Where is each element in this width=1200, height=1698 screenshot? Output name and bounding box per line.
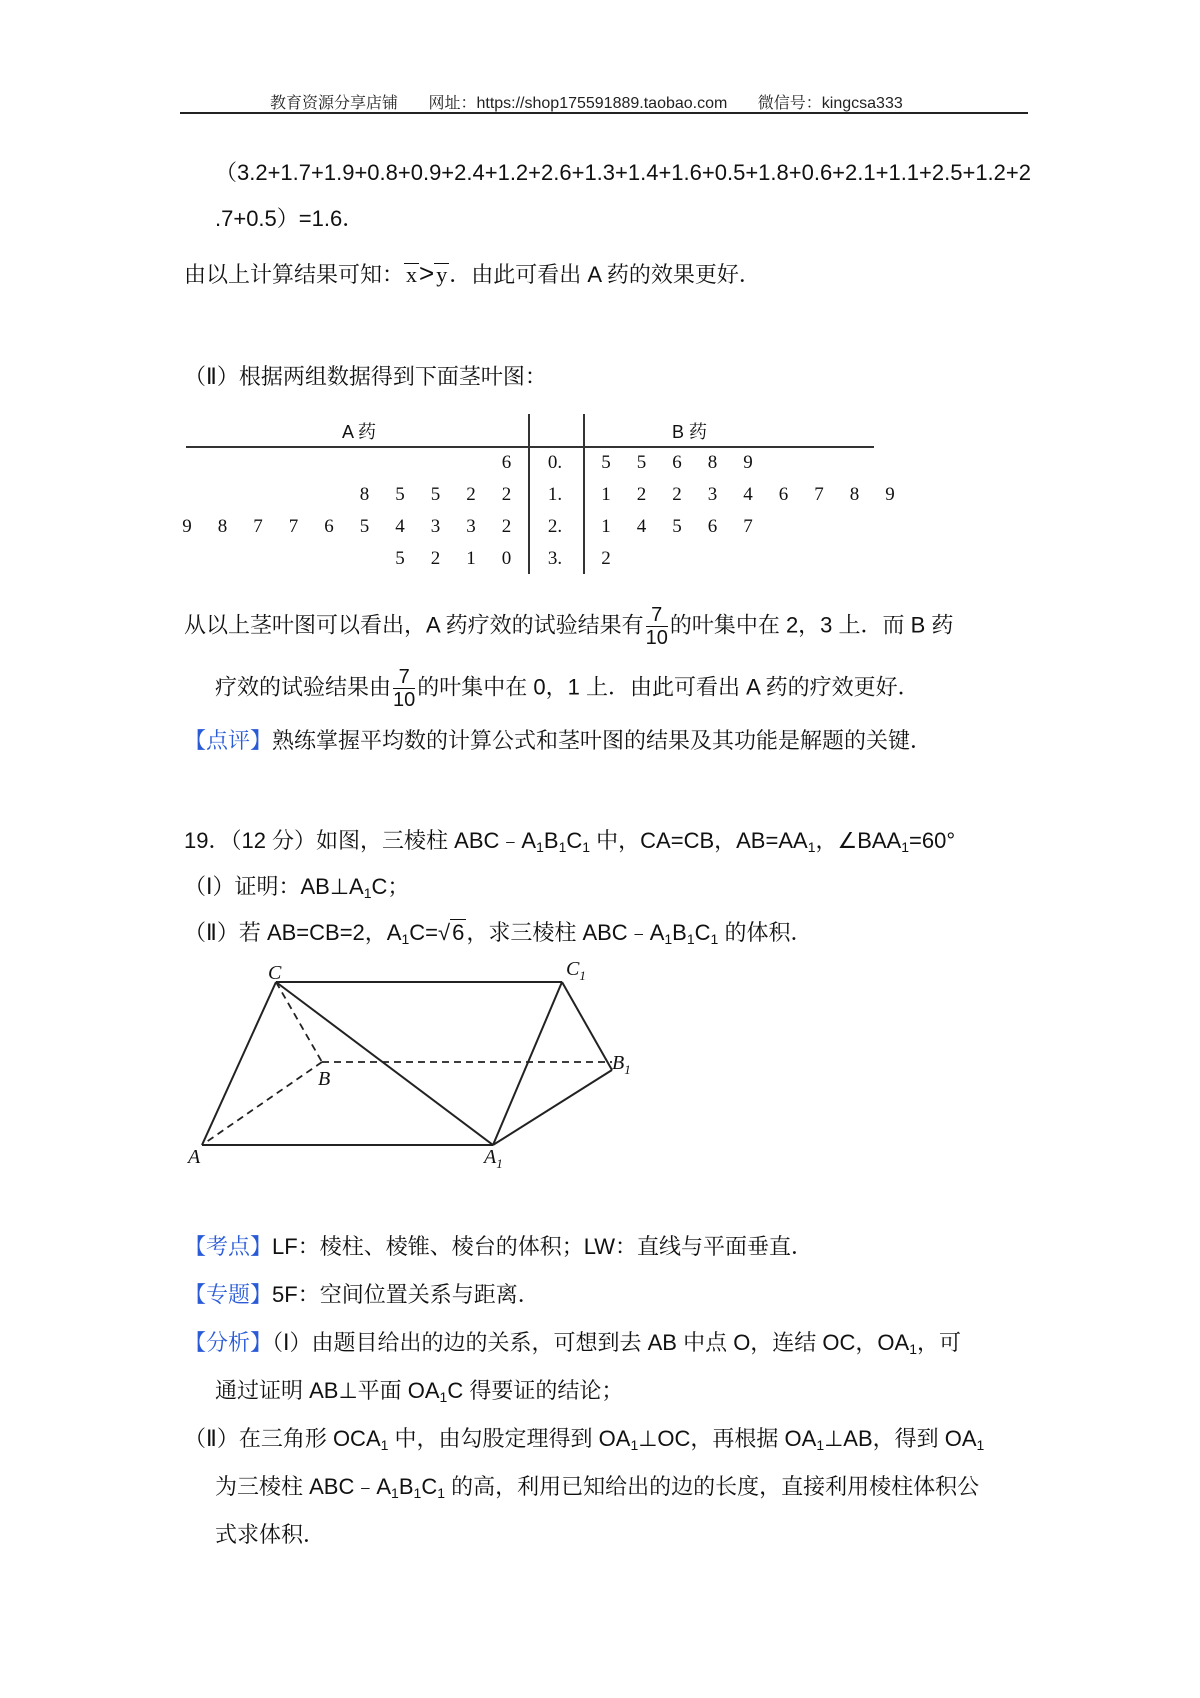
sub: 1 [624, 1062, 631, 1077]
q19-head-d: 中，CA=CB，AB=AA [590, 828, 808, 853]
q19-p1b: C； [371, 874, 410, 899]
fenxi-line-3 [184, 1424, 984, 1460]
q19-p2d: B [672, 920, 687, 945]
leaf-a: 5 [430, 484, 441, 505]
frac-num: 7 [646, 604, 668, 627]
sub: 1 [380, 1437, 389, 1453]
part2-intro: （Ⅱ）根据两组数据得到下面茎叶图： [184, 364, 547, 389]
sub: 1 [496, 1156, 503, 1171]
label-A1-letter: A [484, 1146, 497, 1168]
leaf-b: 5 [601, 452, 611, 473]
label-B1 [612, 1052, 631, 1078]
q19-head-e: ，∠BAA [815, 828, 902, 853]
y-bar: y [436, 262, 448, 287]
zhuanti-text: 5F：空间位置关系与距离． [272, 1282, 540, 1307]
sub: 1 [816, 1437, 825, 1453]
q19-p2a: （Ⅱ）若 AB=CB=2，A [184, 920, 402, 945]
edge-C-A1 [276, 982, 493, 1145]
stem-leaf-left-title: A 药 [342, 422, 377, 442]
sub: 1 [582, 839, 591, 855]
fenxi-l4a: 为三棱柱 ABC﹣A [215, 1474, 392, 1499]
conclusion-suffix: ．由此可看出 A 药的效果更好． [449, 262, 761, 287]
leaf-a: 4 [395, 516, 405, 537]
fenxi-l4b: B [398, 1474, 414, 1499]
leaf-a: 5 [395, 484, 405, 505]
q19-head-b: B [543, 828, 559, 853]
leaf-b: 3 [707, 484, 718, 505]
stem-text-p1a: 从以上茎叶图可以看出，A 药疗效的试验结果有 [184, 612, 644, 638]
leaf-b: 5 [636, 452, 647, 473]
sub: 1 [807, 839, 816, 855]
leaf-a: 3 [430, 516, 441, 537]
leaf-b: 9 [885, 484, 895, 505]
stem-text-p2b: 的叶集中在 0，1 上．由此可看出 A 药的疗效更好． [417, 674, 920, 700]
stem: 0. [547, 452, 563, 473]
fenxi-line-4 [215, 1472, 979, 1508]
leaf-a: 8 [359, 484, 370, 505]
leaf-a: 3 [466, 516, 476, 537]
label-A1 [484, 1146, 503, 1172]
q19-head-f: =60° [909, 828, 956, 853]
sub: 1 [579, 968, 586, 983]
fenxi-l1a: （Ⅰ）由题目给出的边的关系，可想到去 AB 中点 O，连结 OC，OA [272, 1330, 910, 1355]
fenxi-l3c: ⊥OC，再根据 OA [638, 1426, 817, 1451]
leaf-a: 0 [501, 548, 512, 569]
leaf-a: 9 [182, 516, 192, 537]
leaf-b: 9 [743, 452, 753, 473]
sqrt-symbol: √ [438, 920, 451, 945]
leaf-b: 7 [743, 516, 753, 537]
calc-line-1: （3.2+1.7+1.9+0.8+0.9+2.4+1.2+2.6+1.3+1.4+1.6+0.5+1.8+0.6+2.1+1.1+2.5+1.2+2 [215, 160, 1031, 185]
fenxi-l1b: ，可 [917, 1330, 962, 1355]
leaf-a: 2 [501, 516, 512, 537]
label-B: B [318, 1068, 331, 1090]
q19-p2b: C= [409, 920, 439, 945]
fenxi-l4c: C [421, 1474, 438, 1499]
review-text: 熟练掌握平均数的计算公式和茎叶图的结果及其功能是解题的关键． [272, 728, 933, 753]
leaf-b: 2 [636, 484, 647, 505]
leaf-b: 2 [601, 548, 611, 569]
sub: 1 [391, 1485, 399, 1501]
leaf-a: 1 [466, 548, 476, 569]
fenxi-line-1 [184, 1328, 961, 1364]
label-C1-letter: C [566, 958, 580, 980]
zhuanti-line [184, 1280, 540, 1310]
leaf-a: 6 [501, 452, 512, 473]
leaf-a: 2 [466, 484, 476, 505]
label-C: C [268, 962, 282, 984]
fenxi-l2: 通过证明 AB⊥平面 OA [215, 1378, 440, 1403]
stem-text-p2a: 疗效的试验结果由 [215, 674, 392, 700]
gt-sign: > [419, 258, 435, 288]
q19-p2f: 的体积． [718, 920, 813, 945]
sub: 1 [909, 1341, 917, 1357]
header-url: 网址：https://shop175591889.taobao.com [428, 95, 728, 112]
kaodian-tag: 【考点】 [184, 1234, 273, 1259]
kaodian-line [184, 1232, 813, 1262]
sub: 1 [536, 839, 544, 855]
sub: 1 [437, 1485, 445, 1501]
label-B1-letter: B [612, 1052, 625, 1074]
edge-B1-A1 [493, 1070, 612, 1145]
leaf-b: 1 [601, 484, 611, 505]
sub: 1 [710, 931, 719, 947]
fenxi-l4d: 的高，利用已知给出的边的长度，直接利用棱柱体积公 [445, 1474, 980, 1499]
conclusion-prefix: 由以上计算结果可知： [184, 262, 405, 287]
leaf-b: 2 [672, 484, 682, 505]
q19-p2e: C [694, 920, 711, 945]
fenxi-l3d: ⊥AB，得到 OA [824, 1426, 977, 1451]
edge-C1-B1 [562, 982, 612, 1070]
edge-C1-A1 [493, 982, 562, 1145]
x-bar: x [406, 262, 418, 287]
sub: 1 [901, 839, 910, 855]
edge-C-A [202, 982, 276, 1145]
leaf-b: 5 [672, 516, 682, 537]
leaf-b: 6 [672, 452, 682, 473]
q19-head-a: 19．（12 分）如图，三棱柱 ABC﹣A [184, 828, 537, 853]
fenxi-line-5: 式求体积． [215, 1522, 326, 1547]
stem: 2. [547, 516, 563, 537]
leaf-a: 5 [395, 548, 405, 569]
stem: 1. [547, 484, 563, 505]
frac-den: 10 [645, 627, 668, 649]
stem: 3. [547, 548, 563, 569]
label-A: A [188, 1146, 201, 1168]
sub: 1 [401, 931, 410, 947]
leaf-b: 6 [778, 484, 789, 505]
leaf-b: 7 [814, 484, 824, 505]
review-tag: 【点评】 [184, 728, 273, 753]
leaf-b: 8 [707, 452, 718, 473]
q19-head-c: C [566, 828, 583, 853]
sub: 1 [976, 1437, 985, 1453]
edge-C-B-dashed [276, 982, 322, 1062]
frac-den-b: 10 [393, 689, 416, 711]
leaf-a: 8 [217, 516, 228, 537]
frac-num-b: 7 [393, 666, 415, 689]
fenxi-l3b: 中，由勾股定理得到 OA [388, 1426, 631, 1451]
leaf-a: 2 [501, 484, 512, 505]
leaf-b: 4 [636, 516, 647, 537]
zhuanti-tag: 【专题】 [184, 1282, 273, 1307]
leaf-a: 7 [288, 516, 299, 537]
sub: 1 [413, 1485, 422, 1501]
sub: 1 [558, 839, 567, 855]
leaf-b: 6 [707, 516, 718, 537]
sub: 1 [363, 885, 372, 901]
fenxi-l2b: C 得要证的结论； [447, 1378, 624, 1403]
sub: 1 [630, 1437, 639, 1453]
fenxi-l3a: （Ⅱ）在三角形 OCA [184, 1426, 381, 1451]
leaf-a: 7 [253, 516, 263, 537]
leaf-a: 5 [359, 516, 370, 537]
leaf-a: 2 [430, 548, 441, 569]
leaf-b: 8 [849, 484, 860, 505]
q19-p1a: （Ⅰ）证明：AB⊥A [184, 874, 364, 899]
kaodian-text: LF：棱柱、棱锥、棱台的体积；LW：直线与平面垂直． [272, 1234, 814, 1259]
label-C1 [566, 958, 586, 984]
sub: 1 [686, 931, 695, 947]
header-wechat: 微信号：kingcsa333 [757, 95, 903, 112]
leaf-a: 6 [324, 516, 334, 537]
stem-text-p1b: 的叶集中在 2，3 上．而 B 药 [669, 612, 954, 638]
sqrt-arg: 6 [452, 920, 465, 945]
fenxi-tag: 【分析】 [184, 1330, 273, 1355]
sub: 1 [664, 931, 673, 947]
stem-leaf-right-title: B 药 [672, 422, 708, 442]
fenxi-line-2 [215, 1376, 623, 1412]
leaf-b: 1 [601, 516, 611, 537]
sub: 1 [439, 1389, 448, 1405]
leaf-b: 4 [743, 484, 753, 505]
q19-p2c: ，求三棱柱 ABC﹣A [466, 920, 665, 945]
calc-line-2: .7+0.5）=1.6． [215, 206, 365, 231]
header-shop: 教育资源分享店铺 [270, 95, 399, 112]
